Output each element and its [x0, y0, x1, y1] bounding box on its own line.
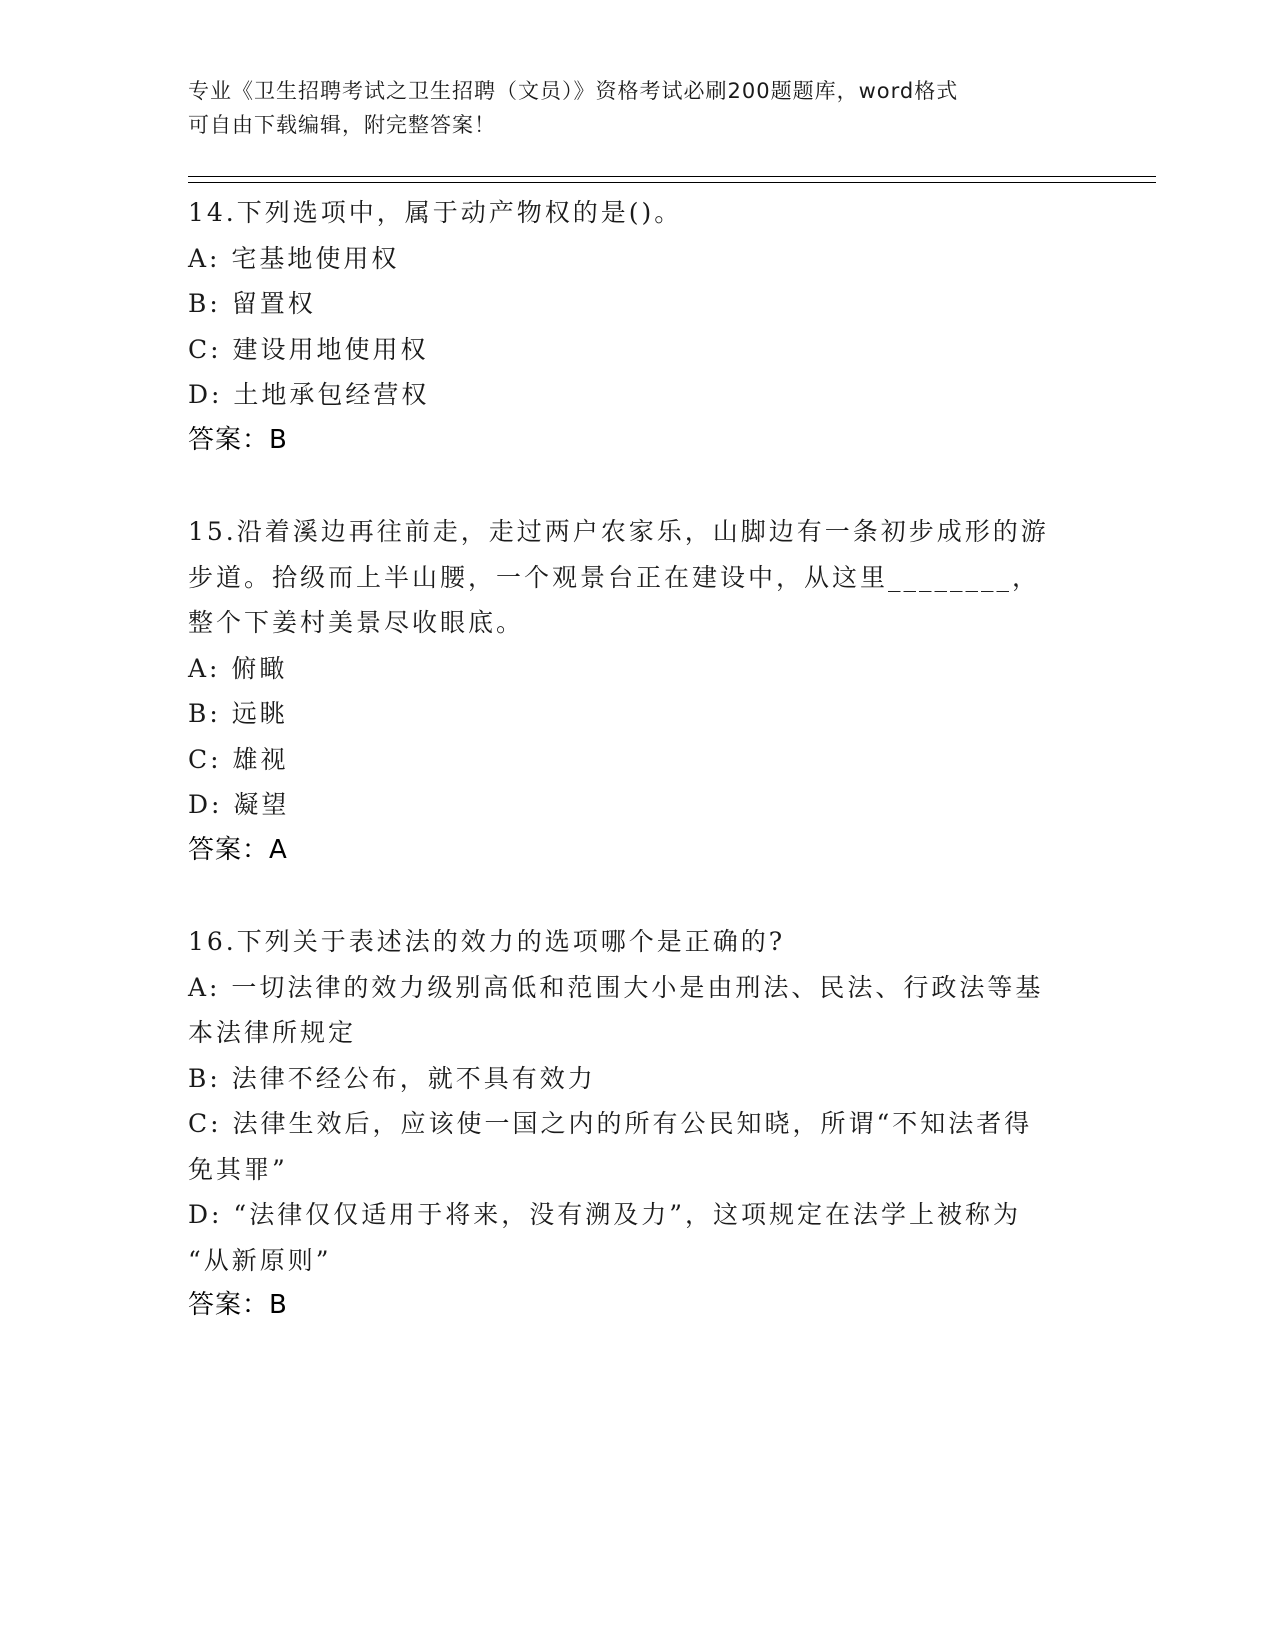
question-block [188, 509, 1088, 873]
option-line: D: 土地承包经营权 [188, 380, 430, 409]
question-stem-line: 16.下列关于表述法的效力的选项哪个是正确的? [188, 927, 786, 956]
question-stem-line: 整个下姜村美景尽收眼底。 [188, 608, 525, 637]
header-line-1: 专业《卫生招聘考试之卫生招聘（文员）》资格考试必刷200题题库，word格式 [188, 79, 959, 103]
question-spacer [188, 463, 1088, 509]
option-line: 免其罪” [188, 1154, 288, 1184]
option-line: “从新原则” [188, 1245, 332, 1275]
answer-label: 答案：B [188, 424, 288, 455]
option-line: A: 俯瞰 [188, 653, 288, 683]
option-line: B: 法律不经公布，就不具有效力 [188, 1063, 596, 1093]
question-block [188, 190, 1088, 463]
option-line: D: 凝望 [188, 790, 290, 819]
question-spacer [188, 873, 1088, 919]
option-line: D: “法律仅仅适用于将来，没有溯及力”，这项规定在法学上被称为 [188, 1200, 1021, 1229]
header-line-2: 可自由下载编辑，附完整答案！ [188, 113, 496, 137]
answer-label: 答案：B [188, 1290, 288, 1320]
option-line: A: 一切法律的效力级别高低和范围大小是由刑法、民法、行政法等基 [188, 972, 1044, 1002]
option-line: A: 宅基地使用权 [188, 243, 400, 273]
option-line: B: 留置权 [188, 289, 316, 318]
header-divider-bottom [188, 182, 1156, 183]
question-block [188, 919, 1088, 1329]
question-stem-line: 14.下列选项中，属于动产物权的是()。 [188, 198, 683, 227]
answer-label: 答案：A [188, 834, 288, 865]
header-divider-top [188, 176, 1156, 177]
option-line: C: 雄视 [188, 744, 289, 774]
question-list [188, 190, 1088, 1329]
question-stem-line: 15.沿着溪边再往前走，走过两户农家乐，山脚边有一条初步成形的游 [188, 517, 1049, 546]
option-line: 本法律所规定 [188, 1018, 357, 1047]
option-line: C: 法律生效后，应该使一国之内的所有公民知晓，所谓“不知法者得 [188, 1109, 1033, 1138]
document-header [188, 74, 1088, 142]
question-stem-line: 步道。拾级而上半山腰，一个观景台正在建设中，从这里________， [188, 562, 1041, 592]
option-line: B: 远眺 [188, 699, 288, 728]
option-line: C: 建设用地使用权 [188, 334, 429, 364]
